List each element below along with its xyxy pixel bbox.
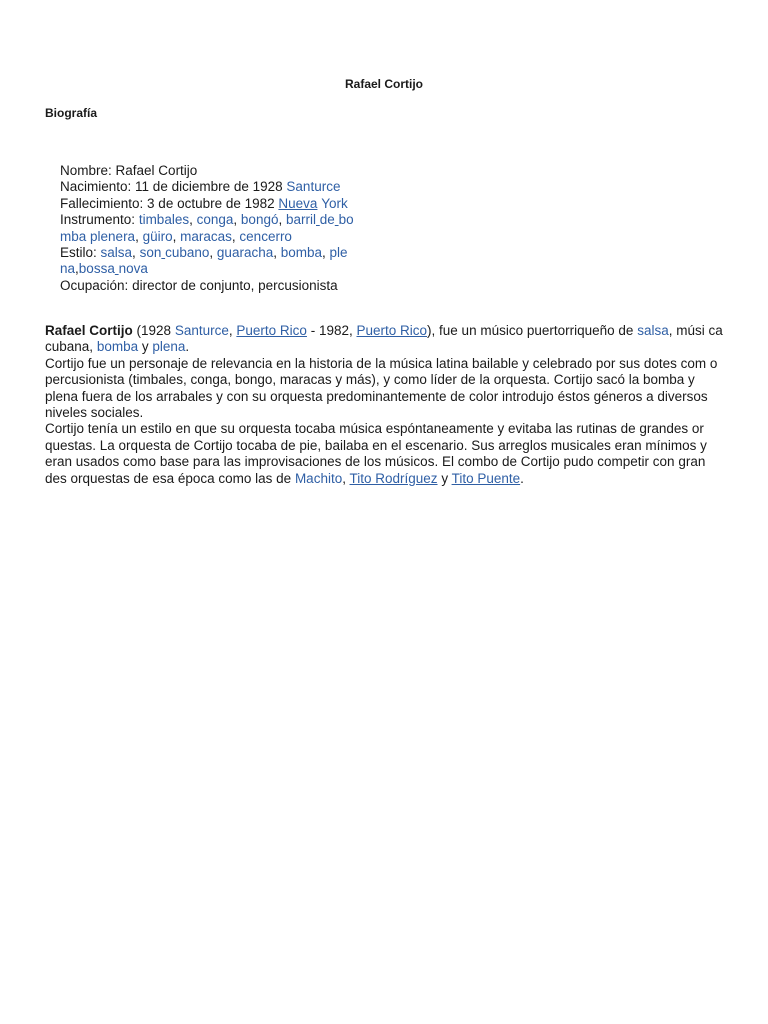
text-span: , músi ca cubana, [45, 323, 723, 355]
link-santurce[interactable]: Santurce [174, 323, 229, 338]
link-santurce[interactable]: Santurce [286, 179, 341, 195]
infobox-label: Nombre: [60, 163, 112, 178]
link-bossa-nova[interactable] [79, 261, 148, 276]
link-bomba[interactable]: bomba [96, 339, 139, 355]
infobox-label: Nacimiento: [60, 179, 132, 195]
link-part[interactable]: Nueva [278, 195, 318, 211]
infobox-row-instrumento: Instrumento: timbales, conga, bongó, barril de bo mba plenera, güiro, maracas, cencerro [60, 212, 354, 244]
document-title: Rafael Cortijo [344, 77, 423, 91]
link-part[interactable]: bossa [78, 261, 115, 277]
text-span: (1928 [136, 323, 172, 338]
text-span: Cortijo tenía un estilo en que su orquesta tocaba música espóntaneamente y evitaba las rutinas de grandes or questas. La orquesta de Cortijo tocaba de pie, bailaba en el escenario. Sus arreglos musicales eran mínimos y eran usados como base para las improvisaciones de los músicos. El combo de Cortijo pudo competir con gran des orquestas de esa época como las de [45, 421, 707, 486]
text-span: y [141, 339, 149, 355]
infobox-row-ocupacion [60, 278, 360, 294]
link-part[interactable]: cubano [165, 245, 210, 261]
link-bomba[interactable]: bomba [280, 245, 323, 261]
link-part[interactable]: mba [60, 228, 87, 244]
bio-paragraph-3 [45, 421, 725, 487]
link-guaracha[interactable]: guaracha [216, 245, 274, 261]
text-span: ), fue un músico puertorriqueño de [427, 323, 634, 338]
link-son-cubano[interactable] [140, 245, 210, 260]
infobox-value: 3 de octubre de 1982 [147, 195, 275, 211]
link-plenera[interactable]: plenera [90, 228, 136, 244]
text-span: - 1982, [310, 323, 353, 338]
link-nueva-york[interactable] [278, 196, 347, 211]
link-part[interactable]: na [60, 261, 76, 277]
link-part[interactable]: bo [338, 212, 354, 228]
text-span: , [342, 470, 346, 486]
infobox-value: 11 de diciembre de 1928 [135, 179, 283, 195]
infobox-label: Fallecimiento: [60, 195, 144, 211]
link-conga[interactable]: conga [196, 212, 234, 228]
link-part[interactable]: barril [285, 212, 316, 228]
infobox-value: director de conjunto, percusionista [132, 277, 338, 293]
infobox-row-nacimiento [60, 179, 360, 195]
link-tito-puente[interactable]: Tito Puente [451, 470, 521, 486]
biography-body [45, 323, 725, 487]
infobox-label: Ocupación: [60, 277, 129, 293]
link-tito-rodriguez[interactable]: Tito Rodríguez [349, 470, 438, 486]
link-salsa[interactable]: salsa [637, 323, 669, 338]
text-span: . [185, 339, 190, 355]
link-plena[interactable]: plena [152, 339, 186, 355]
section-heading: Biografía [45, 106, 98, 120]
infobox-value: Rafael Cortijo [115, 163, 198, 178]
infobox [60, 163, 360, 294]
infobox-label: Instrumento: [60, 212, 136, 228]
text-span: . [520, 470, 524, 486]
link-puerto-rico[interactable]: Puerto Rico [356, 323, 428, 338]
link-bongo[interactable]: bongó [240, 212, 279, 228]
bio-paragraph-1: Rafael Cortijo (1928 Santurce, Puerto Rico - 1982, Puerto Rico), fue un músico puertorriqueño de salsa, músi ca cubana, bomba y plena. [45, 323, 723, 355]
link-part[interactable]: ple [329, 245, 348, 261]
bio-paragraph-2: Cortijo fue un personaje de relevancia en la historia de la música latina bailable y celebrado por sus dotes com o percusionista (timbales, conga, bongo, maracas y más), y como líder de la orquesta. Cortijo sacó la bomba y plena fuera de los arrabales y con su orquesta predominantemente de color introdujo éstos géneros a diversos niveles sociales. [45, 355, 718, 421]
link-part[interactable]: nova [118, 261, 148, 277]
link-salsa[interactable]: salsa [100, 245, 133, 261]
link-part[interactable]: son [139, 245, 162, 261]
subject-name: Rafael Cortijo [45, 323, 133, 338]
link-timbales[interactable]: timbales [138, 212, 190, 228]
link-part[interactable]: York [321, 195, 348, 211]
infobox-row-nombre [60, 163, 360, 179]
link-puerto-rico[interactable]: Puerto Rico [236, 323, 307, 338]
link-part[interactable]: de [319, 212, 335, 228]
link-machito[interactable]: Machito [294, 470, 343, 486]
link-guiro[interactable]: güiro [142, 228, 173, 244]
infobox-row-fallecimiento [60, 196, 360, 212]
infobox-row-estilo: Estilo: salsa, son cubano, guaracha, bomba, ple na,bossa nova [60, 245, 348, 277]
link-maracas[interactable]: maracas [180, 228, 232, 244]
link-cencerro[interactable]: cencerro [239, 228, 292, 244]
text-span: y [441, 470, 449, 486]
infobox-label: Estilo: [60, 245, 97, 261]
